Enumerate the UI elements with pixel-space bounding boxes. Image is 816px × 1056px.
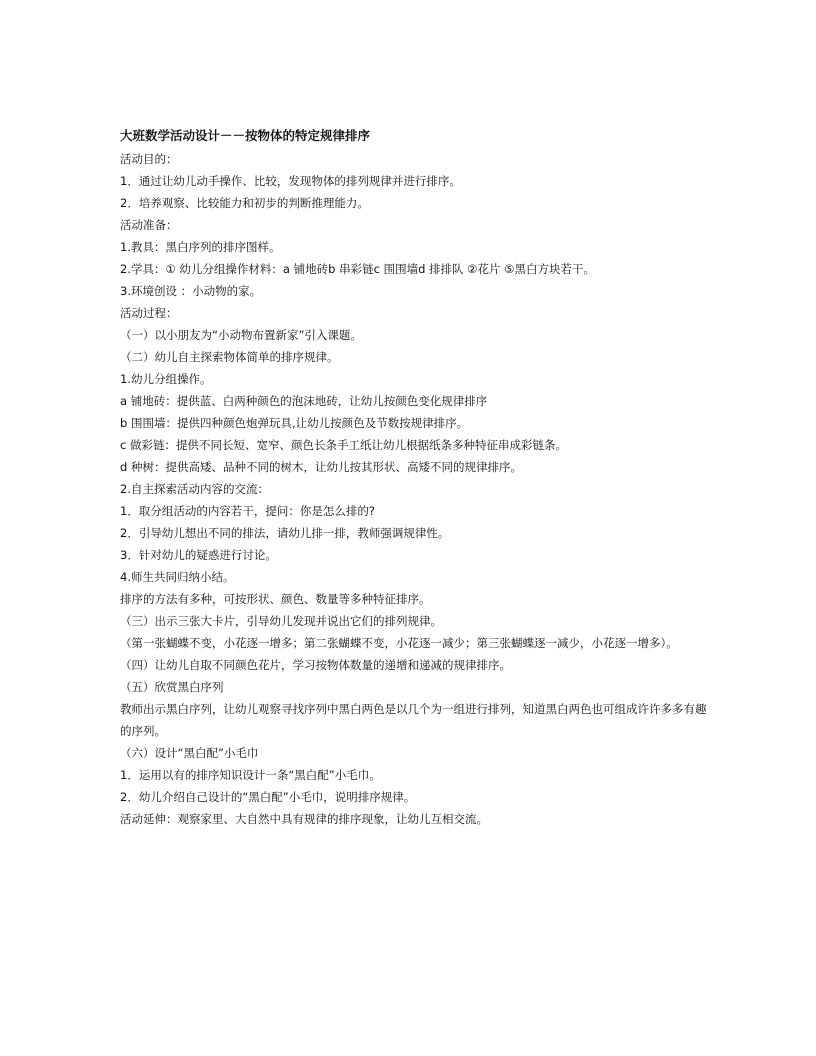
text-line: 活动目的： [120, 152, 178, 166]
text-line: （五）欣赏黑白序列 [120, 680, 224, 694]
text-line: 1．通过让幼儿动手操作、比较，发现物体的排列规律并进行排序。 [120, 174, 461, 188]
text-line: 2．培养观察、比较能力和初步的判断推理能力。 [120, 196, 369, 210]
text-paragraph: 教师出示黑白序列，让幼儿观察寻找序列中黑白两色是以几个为一组进行排列，知道黑白两色也可组成许许多多有趣的序列。 [120, 702, 707, 738]
text-line: 2.自主探索活动内容的交流： [120, 482, 269, 496]
text-line: 2．引导幼儿想出不同的排法，请幼儿排一排，教师强调规律性。 [120, 526, 450, 540]
text-line: d 种树：提供高矮、品种不同的树木，让幼儿按其形状、高矮不同的规律排序。 [120, 460, 522, 474]
text-line: 活动过程： [120, 306, 178, 320]
text-paragraph: （第一张蝴蝶不变，小花逐一增多；第二张蝴蝶不变，小花逐一减少；第三张蝴蝶逐一减少，小花逐一增多）。 [120, 636, 678, 650]
text-line: 活动延伸：观察家里、大自然中具有规律的排序现象，让幼儿互相交流。 [120, 812, 488, 826]
text-line: 2．幼儿介绍自己设计的“黑白配”小毛巾，说明排序规律。 [120, 790, 416, 804]
text-line: 1．运用以有的排序知识设计一条“黑白配”小毛巾。 [120, 768, 381, 782]
text-line: a 铺地砖：提供蓝、白两种颜色的泡沫地砖，让幼儿按颜色变化规律排序 [120, 394, 488, 408]
text-line: b 围围墙：提供四种颜色炮弹玩具,让幼儿按颜色及节数按规律排序。 [120, 416, 469, 430]
text-line: 3．针对幼儿的疑惑进行讨论。 [120, 548, 277, 562]
text-line: 2.学具：① 幼儿分组操作材料：a 铺地砖b 串彩链c 围围墙d 排排队 ②花片 ⑤黑白方块若干。 [120, 262, 595, 276]
text-line: （六）设计“黑白配”小毛巾 [120, 746, 259, 760]
text-line: 活动准备： [120, 218, 178, 232]
text-line: 3.环境创设 ：小动物的家。 [120, 284, 262, 298]
text-line: 1.幼儿分组操作。 [120, 372, 212, 386]
text-line: （三）出示三张大卡片，引导幼儿发现并说出它们的排列规律。 [120, 614, 442, 628]
text-line: 1．取分组活动的内容若干，提问：你是怎么排的? [120, 504, 375, 518]
text-line: （二）幼儿自主探索物体简单的排序规律。 [120, 350, 339, 364]
text-line: 排序的方法有多种，可按形状、颜色、数量等多种特征排序。 [120, 592, 431, 606]
text-line: （四）让幼儿自取不同颜色花片，学习按物体数量的递增和递减的规律排序。 [120, 658, 511, 672]
document-title: 大班数学活动设计－－按物体的特定规律排序 [120, 128, 371, 143]
text-line: （一）以小朋友为“小动物布置新家”引入课题。 [120, 328, 362, 342]
document-page [120, 126, 710, 830]
text-line: 4.师生共同归纳小结。 [120, 570, 235, 584]
text-line: 1.教具：黑白序列的排序图样。 [120, 240, 281, 254]
text-line: c 做彩链：提供不同长短、宽窄、颜色长条手工纸让幼儿根据纸条多种特征串成彩链条。 [120, 438, 567, 452]
